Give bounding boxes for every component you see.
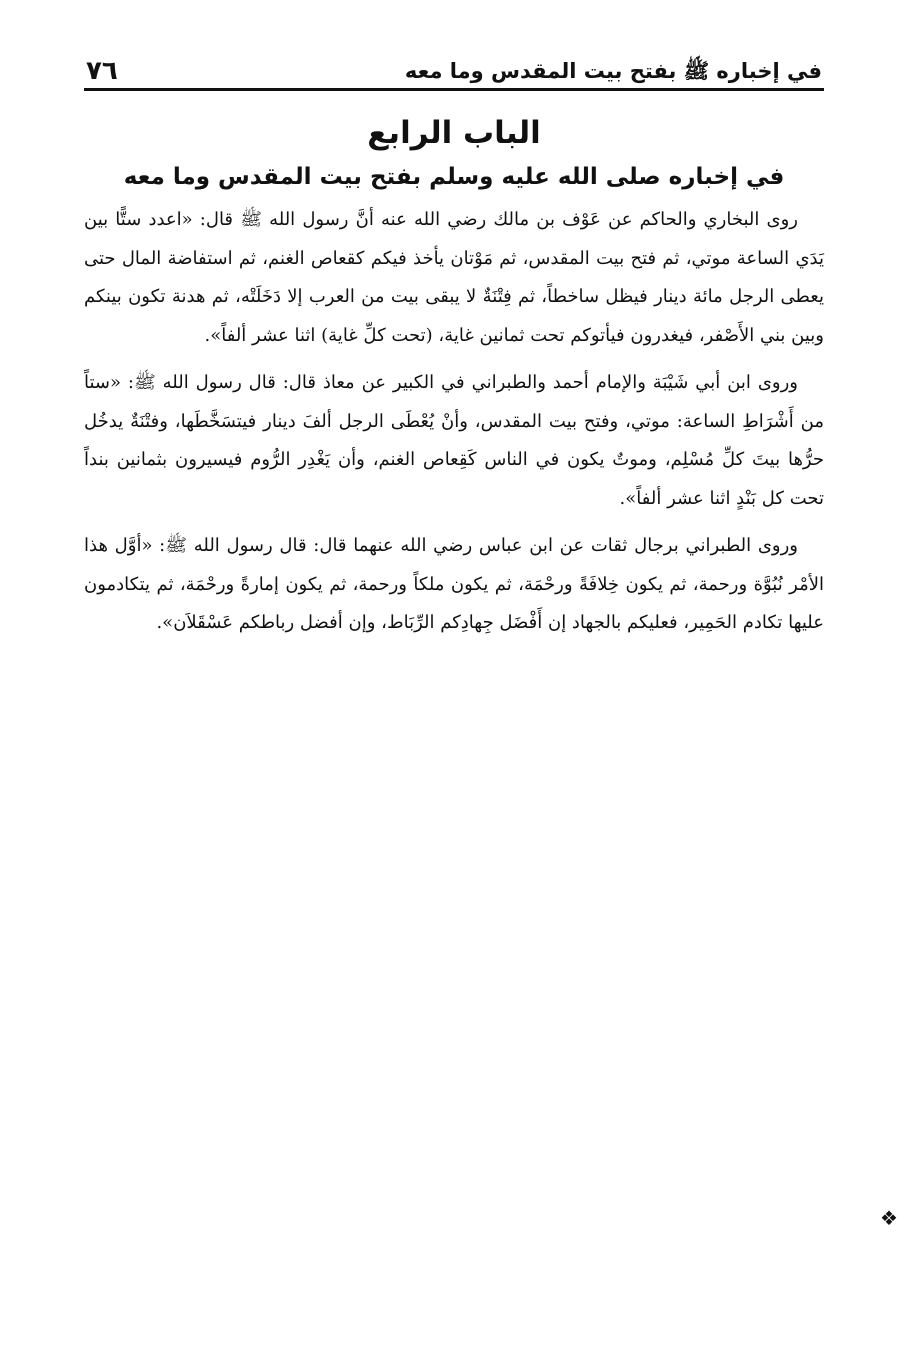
- page-number: ٧٦: [86, 56, 118, 86]
- paragraph-hadith-ibn-abbas: وروى الطبراني برجال ثقات عن ابن عباس رضي الله عنهما قال: قال رسول الله ﷺ: «أوَّل هذا الأمْر نُبُوَّة ورحمة، ثم يكون خِلافَةً ورحْمَة، ثم يكون ملكاً ورحمة، ثم يكون إمارةً ورحْمَة، ثم يتكادمون عليها تكادم الحَمِير، فعليكم بالجهاد إن أَفْضَل جِهادِكم الرِّبَاط، وإن أفضل رباطكم عَسْقَلاَن».: [84, 535, 824, 633]
- running-header-title: في إخباره ﷺ بفتح بيت المقدس وما معه: [404, 59, 822, 83]
- chapter-subtitle: في إخباره صلى الله عليه وسلم بفتح بيت المقدس وما معه: [123, 164, 785, 190]
- running-header: [84, 52, 824, 91]
- paragraph-hadith-muadh: وروى ابن أبي شَيْبَة والإمام أحمد والطبراني في الكبير عن معاذ قال: قال رسول الله ﷺ: «ستاً من أَشْرَاطِ الساعة: موتي، وفتح بيت المقدس، وأنْ يُعْطَى الرجل ألفَ دينار فيتسَخَّطَها، وفتْنَةٌ يدخُل حرُّها بيتَ كلِّ مُسْلِم، وموتٌ يكون في الناس كَقِعاص الغنم، وأن يَغْدِر الرُّوم فيسيرون بثمانين بنداً تحت كل بَنْدٍ اثنا عشر ألفاً».: [84, 372, 824, 509]
- page-ornament-icon: ❖: [880, 1206, 898, 1230]
- chapter-title: الباب الرابع: [367, 115, 541, 151]
- book-page: [84, 52, 824, 643]
- paragraph-hadith-awf: روى البخاري والحاكم عن عَوْف بن مالك رضي الله عنه أنَّ رسول الله ﷺ قال: «اعدد ستًّا بين يَدَي الساعة موتي، ثم فتح بيت المقدس، ثم مَوْتان يأخذ فيكم كقعاص الغنم، ثم استفاضة المال حتى يعطى الرجل مائة دينار فيظل ساخطاً، ثم فِتْنَةٌ لا يبقى بيت من العرب إلا دَخَلَتْه، ثم هدنة تكون بينكم وبين بني الأَصْفر، فيغدرون فيأتوكم تحت ثمانين غاية، (تحت كلِّ غاية) اثنا عشر ألفاً».: [84, 209, 824, 346]
